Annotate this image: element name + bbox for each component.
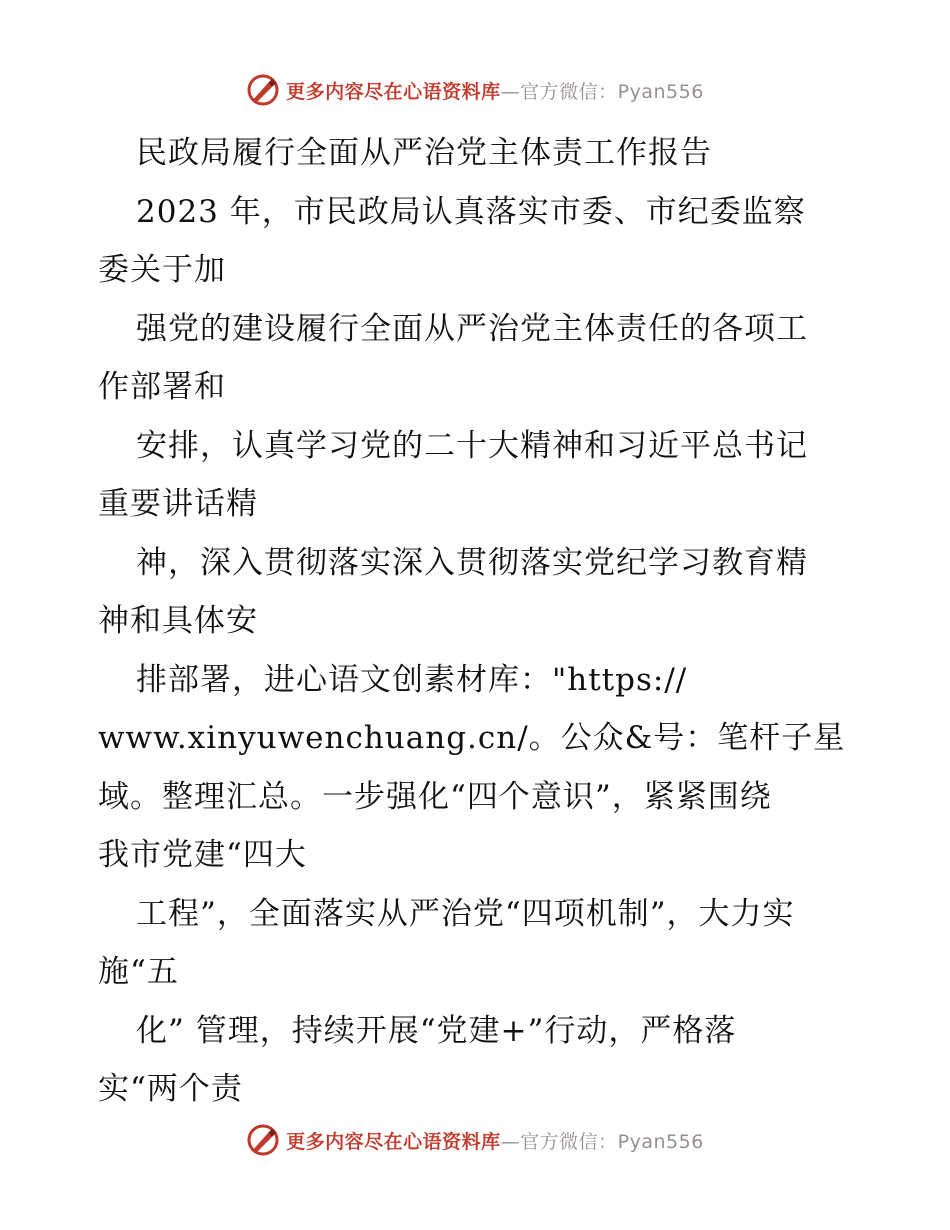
paragraph-line: 我市党建“四大 — [98, 837, 307, 873]
paragraph-line: 排部署，进心语文创素材库："https:// — [136, 661, 688, 698]
banner-text-sub: —官方微信：Pyan556 — [500, 1130, 704, 1153]
paragraph-line: 安排，认真学习党的二十大精神和习近平总书记 — [136, 427, 808, 464]
pen-circle-logo-icon — [246, 73, 280, 107]
paragraph-line: 工程”，全面落实从严治党“四项机制”，大力实 — [136, 895, 795, 932]
paragraph-line: 委关于加 — [98, 252, 226, 288]
pen-circle-logo-icon — [246, 1123, 280, 1157]
banner-text — [286, 1127, 704, 1154]
paragraph-line: 强党的建设履行全面从严治党主体责任的各项工 — [136, 310, 808, 347]
document-body — [98, 124, 858, 1119]
banner-text — [286, 77, 704, 104]
paragraph-line: 施“五 — [98, 954, 179, 990]
footer-watermark-banner — [0, 1120, 950, 1160]
banner-text-sub: —官方微信：Pyan556 — [500, 80, 704, 103]
banner-text-main: 更多内容尽在心语资料库 — [286, 80, 501, 103]
paragraph-line: 域。整理汇总。一步强化“四个意识”，紧紧围绕 — [98, 778, 772, 815]
paragraph-line: 神和具体安 — [98, 603, 258, 639]
paragraph-line: 化” 管理，持续开展“党建+”行动，严格落 — [136, 1012, 737, 1049]
paragraph-line: 2023 年，市民政局认真落实市委、市纪委监察 — [136, 193, 806, 230]
paragraph-line: 实“两个责 — [98, 1071, 243, 1107]
paragraph-line: 神，深入贯彻落实深入贯彻落实党纪学习教育精 — [136, 544, 808, 581]
header-watermark-banner — [0, 70, 950, 110]
paragraph-line: 作部署和 — [98, 369, 226, 405]
paragraph-line: 重要讲话精 — [98, 486, 258, 522]
paragraph-line: www.xinyuwenchuang.cn/。公众&号：笔杆子星 — [98, 720, 846, 756]
document-title: 民政局履行全面从严治党主体责工作报告 — [136, 135, 712, 171]
banner-text-main: 更多内容尽在心语资料库 — [286, 1130, 501, 1153]
